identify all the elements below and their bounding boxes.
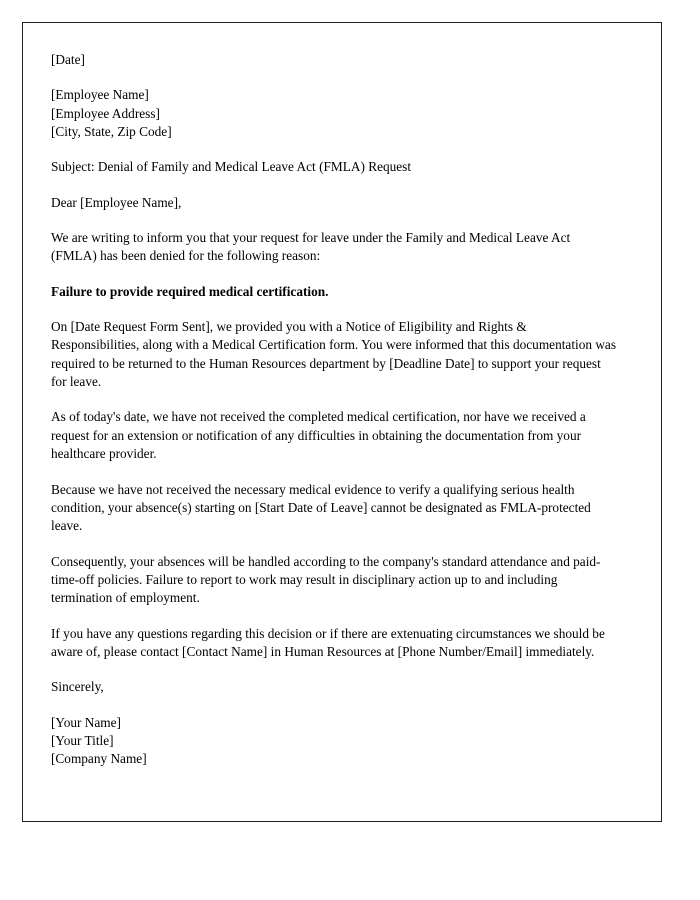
salutation: Dear [Employee Name], bbox=[51, 194, 182, 210]
denial-reason: Failure to provide required medical certification. bbox=[51, 283, 329, 299]
signature-line-2: [Your Title] bbox=[51, 732, 114, 748]
recipient-line-3: [City, State, Zip Code] bbox=[51, 124, 172, 140]
signature-block bbox=[51, 714, 617, 769]
paragraph-4: Consequently, your absences will be handled according to the company's standard attendance and paid-time-off policies. Failure to report to work may result in disciplinary action up to and including termination of employment. bbox=[51, 553, 601, 606]
closing: Sincerely, bbox=[51, 679, 104, 695]
paragraph-2: As of today's date, we have not received the completed medical certification, nor have we received a request for an extension or notification of any difficulties in obtaining the documentation from your healthcare provider. bbox=[51, 409, 586, 462]
paragraph-1: On [Date Request Form Sent], we provided you with a Notice of Eligibility and Rights & Responsibilities, along with a Medical Certification form. You were informed that this documentation was required to be returned to the Human Resources department by [Deadline Date] to support your request for leave. bbox=[51, 319, 617, 390]
paragraph-3: Because we have not received the necessary medical evidence to verify a qualifying serious health condition, your absence(s) starting on [Start Date of Leave] cannot be designated as FMLA-protected leave. bbox=[51, 481, 591, 534]
signature-line-1: [Your Name] bbox=[51, 714, 121, 730]
subject-line: Subject: Denial of Family and Medical Leave Act (FMLA) Request bbox=[51, 159, 412, 175]
intro-paragraph: We are writing to inform you that your request for leave under the Family and Medical Leave Act (FMLA) has been denied for the following reason: bbox=[51, 230, 571, 264]
recipient-line-2: [Employee Address] bbox=[51, 105, 160, 121]
recipient-address-block bbox=[51, 86, 617, 141]
date-line: [Date] bbox=[51, 52, 85, 67]
signature-line-3: [Company Name] bbox=[51, 751, 147, 767]
paragraph-5: If you have any questions regarding this decision or if there are extenuating circumstances we should be aware of, please contact [Contact Name] in Human Resources at [Phone Number/Email] immediately. bbox=[51, 625, 605, 659]
letter-body bbox=[51, 51, 617, 769]
letter-page bbox=[22, 22, 662, 822]
recipient-line-1: [Employee Name] bbox=[51, 87, 149, 103]
